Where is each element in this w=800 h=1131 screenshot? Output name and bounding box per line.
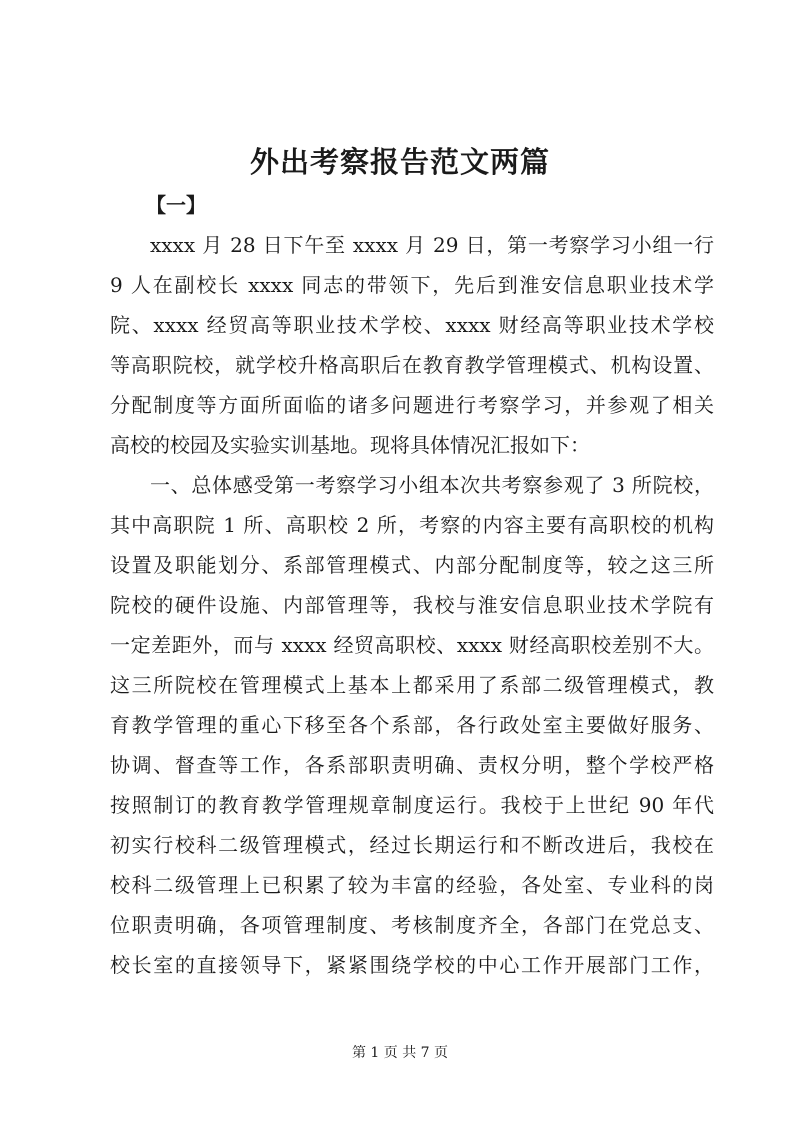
text-line: 设置及职能划分、系部管理模式、内部分配制度等，较之这三所 [110,553,714,577]
document-title: 外出考察报告范文两篇 [249,145,550,179]
page-number-footer: 第 1 页 共 7 页 [351,1045,449,1061]
text-line: 一定差距外，而与 xxxx 经贸高职校、xxxx 财经高职校差别不大。 [110,633,714,657]
text-line: xxxx 月 28 日下午至 xxxx 月 29 日，第一考察学习小组一行 [150,233,714,257]
text-line: 协调、督查等工作，各系部职责明确、责权分明，整个学校严格 [110,753,714,777]
text-line: 院校的硬件设施、内部管理等，我校与淮安信息职业技术学院有 [110,593,714,617]
text-line: 9 人在副校长 xxxx 同志的带领下，先后到淮安信息职业技术学 [110,273,714,297]
text-line: 初实行校科二级管理模式，经过长期运行和不断改进后，我校在 [110,833,714,857]
text-line: 按照制订的教育教学管理规章制度运行。我校于上世纪 90 年代 [110,793,714,817]
text-line: 其中高职院 1 所、高职校 2 所，考察的内容主要有高职校的机构 [110,513,714,537]
text-line: 这三所院校在管理模式上基本上都采用了系部二级管理模式，教 [110,673,714,697]
text-line: 校科二级管理上已积累了较为丰富的经验，各处室、专业科的岗 [110,873,714,897]
text-line: 分配制度等方面所面临的诸多问题进行考察学习，并参观了相关 [110,393,714,417]
text-line: 等高职院校，就学校升格高职后在教育教学管理模式、机构设置、 [110,353,714,377]
section-heading: 【一】 [146,193,206,217]
text-line: 院、xxxx 经贸高等职业技术学校、xxxx 财经高等职业技术学校 [110,313,714,337]
text-line: 高校的校园及实验实训基地。现将具体情况汇报如下： [110,433,590,457]
text-line: 一、总体感受第一考察学习小组本次共考察参观了 3 所院校， [150,473,714,497]
text-line: 位职责明确，各项管理制度、考核制度齐全，各部门在党总支、 [110,913,714,937]
text-line: 校长室的直接领导下，紧紧围绕学校的中心工作开展部门工作， [110,953,714,977]
body-text [110,225,714,985]
text-line: 育教学管理的重心下移至各个系部，各行政处室主要做好服务、 [110,713,714,737]
